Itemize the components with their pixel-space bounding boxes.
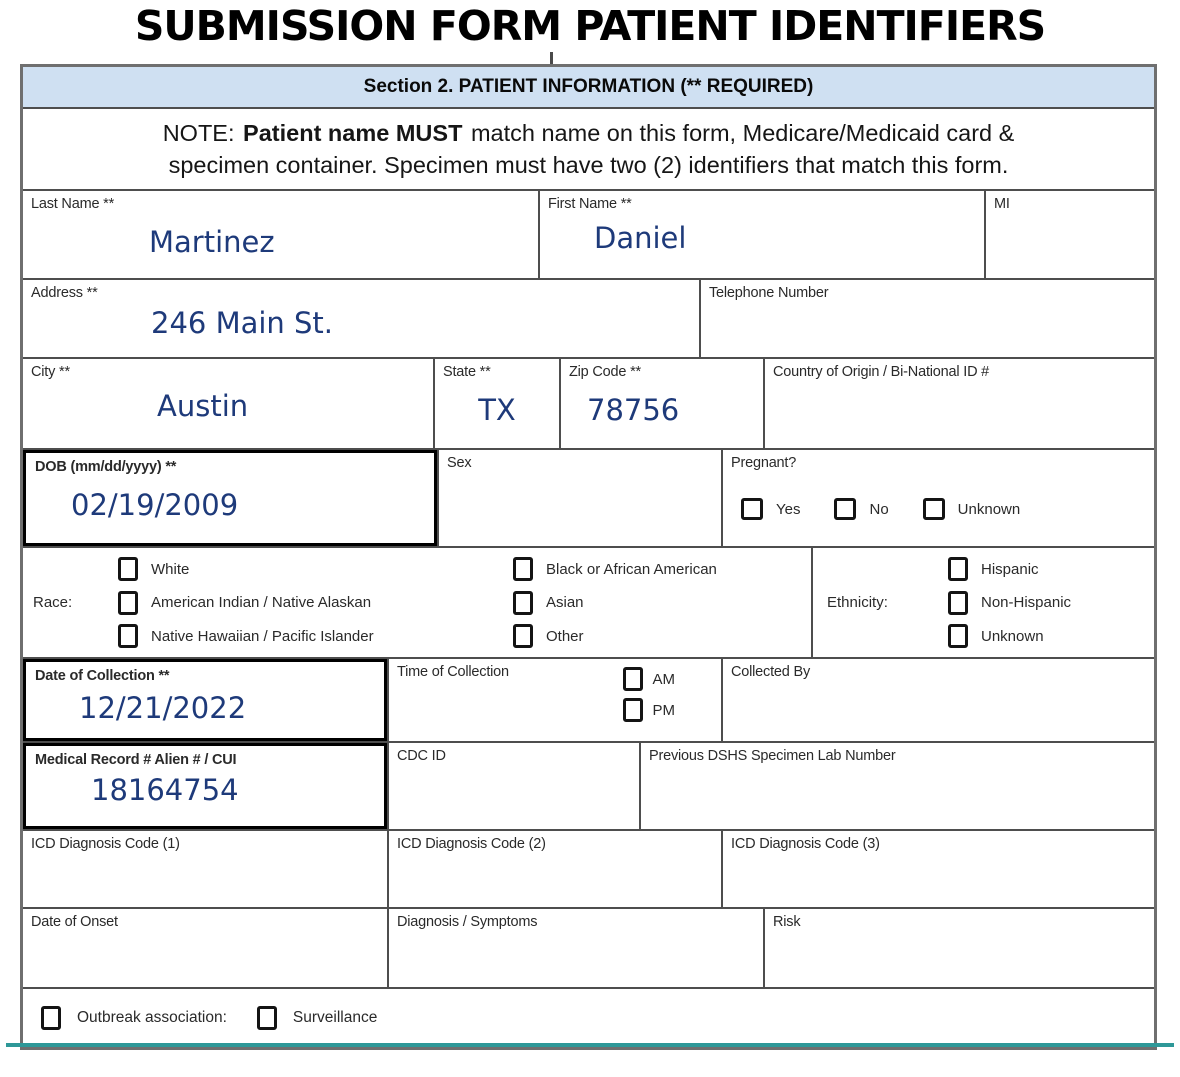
ethnicity-option-unknown[interactable] bbox=[948, 624, 1154, 648]
last-name-value[interactable]: Martinez bbox=[149, 225, 275, 259]
city-value[interactable]: Austin bbox=[157, 389, 249, 423]
ethnicity-options bbox=[948, 548, 1154, 657]
medical-record-value[interactable]: 18164754 bbox=[91, 773, 239, 807]
race-white-label: White bbox=[151, 560, 190, 578]
checkbox-outbreak-association[interactable] bbox=[41, 1006, 61, 1030]
risk-label: Risk bbox=[773, 914, 801, 930]
race-option-black[interactable] bbox=[513, 557, 811, 581]
race-option-other[interactable] bbox=[513, 624, 811, 648]
checkbox-race-white[interactable] bbox=[118, 557, 138, 581]
time-option-pm[interactable] bbox=[623, 698, 676, 722]
ethnicity-group bbox=[813, 548, 1154, 657]
pregnant-options bbox=[731, 498, 1146, 520]
ethnicity-option-hispanic[interactable] bbox=[948, 557, 1154, 581]
page-title: SUBMISSION FORM PATIENT IDENTIFIERS bbox=[134, 2, 1046, 50]
ethnicity-unknown-label: Unknown bbox=[981, 627, 1044, 645]
note-line-1 bbox=[163, 117, 1015, 149]
scan-artifact-tick bbox=[550, 52, 553, 64]
cdc-id-field[interactable] bbox=[389, 743, 641, 829]
mi-label: MI bbox=[994, 196, 1010, 212]
pregnant-no-label: No bbox=[869, 500, 889, 518]
icd-code-1-field[interactable] bbox=[23, 831, 389, 907]
ethnicity-option-non-hispanic[interactable] bbox=[948, 591, 1154, 615]
city-label: City ** bbox=[31, 364, 70, 380]
mi-field[interactable] bbox=[986, 191, 1154, 278]
date-of-collection-label: Date of Collection ** bbox=[35, 668, 170, 684]
race-native-hawaiian-label: Native Hawaiian / Pacific Islander bbox=[151, 627, 374, 645]
city-field[interactable] bbox=[23, 359, 435, 448]
medical-record-row bbox=[23, 743, 1154, 831]
race-ethnicity-row bbox=[23, 548, 1154, 659]
time-of-collection-field bbox=[389, 659, 723, 741]
checkbox-time-pm[interactable] bbox=[623, 698, 643, 722]
diagnosis-symptoms-label: Diagnosis / Symptoms bbox=[397, 914, 538, 930]
checkbox-ethnicity-hispanic[interactable] bbox=[948, 557, 968, 581]
icd-code-3-field[interactable] bbox=[723, 831, 1154, 907]
time-of-collection-label: Time of Collection bbox=[397, 664, 509, 680]
address-row bbox=[23, 280, 1154, 359]
date-of-onset-label: Date of Onset bbox=[31, 914, 118, 930]
note-bold: Patient name MUST bbox=[243, 120, 463, 146]
checkbox-race-other[interactable] bbox=[513, 624, 533, 648]
country-of-origin-field[interactable] bbox=[765, 359, 1154, 448]
surveillance-label: Surveillance bbox=[292, 1009, 378, 1026]
footer-row bbox=[23, 989, 1154, 1047]
outbreak-association-label: Outbreak association: bbox=[77, 1009, 227, 1026]
last-name-label: Last Name ** bbox=[31, 196, 115, 212]
checkbox-race-native-hawaiian[interactable] bbox=[118, 624, 138, 648]
pregnant-option-no[interactable] bbox=[834, 498, 888, 520]
race-option-american-indian[interactable] bbox=[118, 591, 513, 615]
ethnicity-hispanic-label: Hispanic bbox=[981, 560, 1039, 578]
race-column-2 bbox=[513, 548, 811, 657]
state-label: State ** bbox=[443, 364, 491, 380]
icd-code-1-label: ICD Diagnosis Code (1) bbox=[31, 836, 180, 852]
checkbox-ethnicity-unknown[interactable] bbox=[948, 624, 968, 648]
race-american-indian-label: American Indian / Native Alaskan bbox=[151, 594, 372, 611]
ethnicity-non-hispanic-label: Non-Hispanic bbox=[981, 594, 1072, 611]
medical-record-label: Medical Record # Alien # / CUI bbox=[35, 752, 237, 768]
checkbox-ethnicity-non-hispanic[interactable] bbox=[948, 591, 968, 615]
date-of-onset-field[interactable] bbox=[23, 909, 389, 987]
collected-by-label: Collected By bbox=[731, 664, 810, 680]
race-column-1 bbox=[118, 548, 513, 657]
icd-code-3-label: ICD Diagnosis Code (3) bbox=[731, 836, 880, 852]
onset-row bbox=[23, 909, 1154, 989]
time-am-label: AM bbox=[652, 670, 675, 688]
risk-field[interactable] bbox=[765, 909, 1154, 987]
checkbox-race-american-indian[interactable] bbox=[118, 591, 138, 615]
previous-lab-number-label: Previous DSHS Specimen Lab Number bbox=[649, 748, 896, 764]
address-field[interactable] bbox=[23, 280, 701, 357]
first-name-field[interactable] bbox=[540, 191, 986, 278]
collected-by-field[interactable] bbox=[723, 659, 1154, 741]
name-row bbox=[23, 191, 1154, 280]
sex-field[interactable] bbox=[439, 450, 723, 546]
time-option-am[interactable] bbox=[623, 667, 676, 691]
race-black-label: Black or African American bbox=[546, 560, 717, 578]
icd-code-2-label: ICD Diagnosis Code (2) bbox=[397, 836, 546, 852]
checkbox-race-black[interactable] bbox=[513, 557, 533, 581]
note-line-2: specimen container. Specimen must have two (2) identifiers that match this form. bbox=[168, 152, 1009, 178]
note-rest: match name on this form, Medicare/Medicaid card & bbox=[470, 120, 1015, 146]
dob-label: DOB (mm/dd/yyyy) ** bbox=[35, 459, 177, 475]
checkbox-pregnant-yes[interactable] bbox=[741, 498, 763, 520]
section-header: Section 2. PATIENT INFORMATION (** REQUIRED) bbox=[23, 67, 1154, 109]
checkbox-pregnant-no[interactable] bbox=[834, 498, 856, 520]
address-label: Address ** bbox=[31, 285, 98, 301]
dob-sex-pregnant-row bbox=[23, 450, 1154, 548]
pregnant-option-unknown[interactable] bbox=[923, 498, 1021, 520]
icd-code-2-field[interactable] bbox=[389, 831, 723, 907]
date-of-collection-field[interactable] bbox=[23, 659, 389, 741]
date-of-collection-value[interactable]: 12/21/2022 bbox=[79, 691, 247, 725]
time-of-collection-options bbox=[623, 667, 676, 722]
previous-lab-number-field[interactable] bbox=[641, 743, 1154, 829]
pregnant-label: Pregnant? bbox=[731, 455, 797, 471]
patient-information-form bbox=[20, 64, 1157, 1050]
zip-field[interactable] bbox=[561, 359, 765, 448]
race-asian-label: Asian bbox=[546, 594, 584, 611]
cdc-id-label: CDC ID bbox=[397, 748, 446, 764]
checkbox-pregnant-unknown[interactable] bbox=[923, 498, 945, 520]
collection-row bbox=[23, 659, 1154, 743]
pregnant-option-yes[interactable] bbox=[741, 498, 800, 520]
country-of-origin-label: Country of Origin / Bi-National ID # bbox=[773, 364, 990, 380]
race-option-white[interactable] bbox=[118, 557, 513, 581]
note-prefix: NOTE: bbox=[162, 120, 235, 146]
telephone-field[interactable] bbox=[701, 280, 1154, 357]
ethnicity-label: Ethnicity: bbox=[827, 594, 888, 611]
checkbox-time-am[interactable] bbox=[623, 667, 643, 691]
race-group bbox=[23, 548, 813, 657]
state-field[interactable] bbox=[435, 359, 561, 448]
checkbox-race-asian[interactable] bbox=[513, 591, 533, 615]
note-banner bbox=[23, 109, 1154, 191]
race-option-asian[interactable] bbox=[513, 591, 811, 615]
pregnant-field bbox=[723, 450, 1154, 546]
zip-value[interactable]: 78756 bbox=[587, 393, 680, 427]
dob-field[interactable] bbox=[23, 450, 439, 546]
last-name-field[interactable] bbox=[23, 191, 540, 278]
telephone-label: Telephone Number bbox=[709, 285, 829, 301]
pregnant-yes-label: Yes bbox=[776, 500, 801, 518]
medical-record-field[interactable] bbox=[23, 743, 389, 829]
sex-label: Sex bbox=[447, 455, 472, 471]
checkbox-surveillance[interactable] bbox=[257, 1006, 277, 1030]
city-state-zip-row bbox=[23, 359, 1154, 450]
dob-value[interactable]: 02/19/2009 bbox=[71, 488, 239, 522]
bottom-divider-line bbox=[6, 1043, 1174, 1047]
diagnosis-symptoms-field[interactable] bbox=[389, 909, 765, 987]
icd-row bbox=[23, 831, 1154, 909]
race-label: Race: bbox=[33, 594, 73, 611]
race-other-label: Other bbox=[546, 627, 584, 645]
first-name-label: First Name ** bbox=[548, 196, 632, 212]
first-name-value[interactable]: Daniel bbox=[594, 221, 687, 255]
address-value[interactable]: 246 Main St. bbox=[151, 306, 334, 340]
zip-label: Zip Code ** bbox=[569, 364, 641, 380]
race-option-native-hawaiian[interactable] bbox=[118, 624, 513, 648]
pregnant-unknown-label: Unknown bbox=[957, 500, 1021, 518]
state-value[interactable]: TX bbox=[478, 393, 516, 427]
time-pm-label: PM bbox=[652, 701, 675, 719]
